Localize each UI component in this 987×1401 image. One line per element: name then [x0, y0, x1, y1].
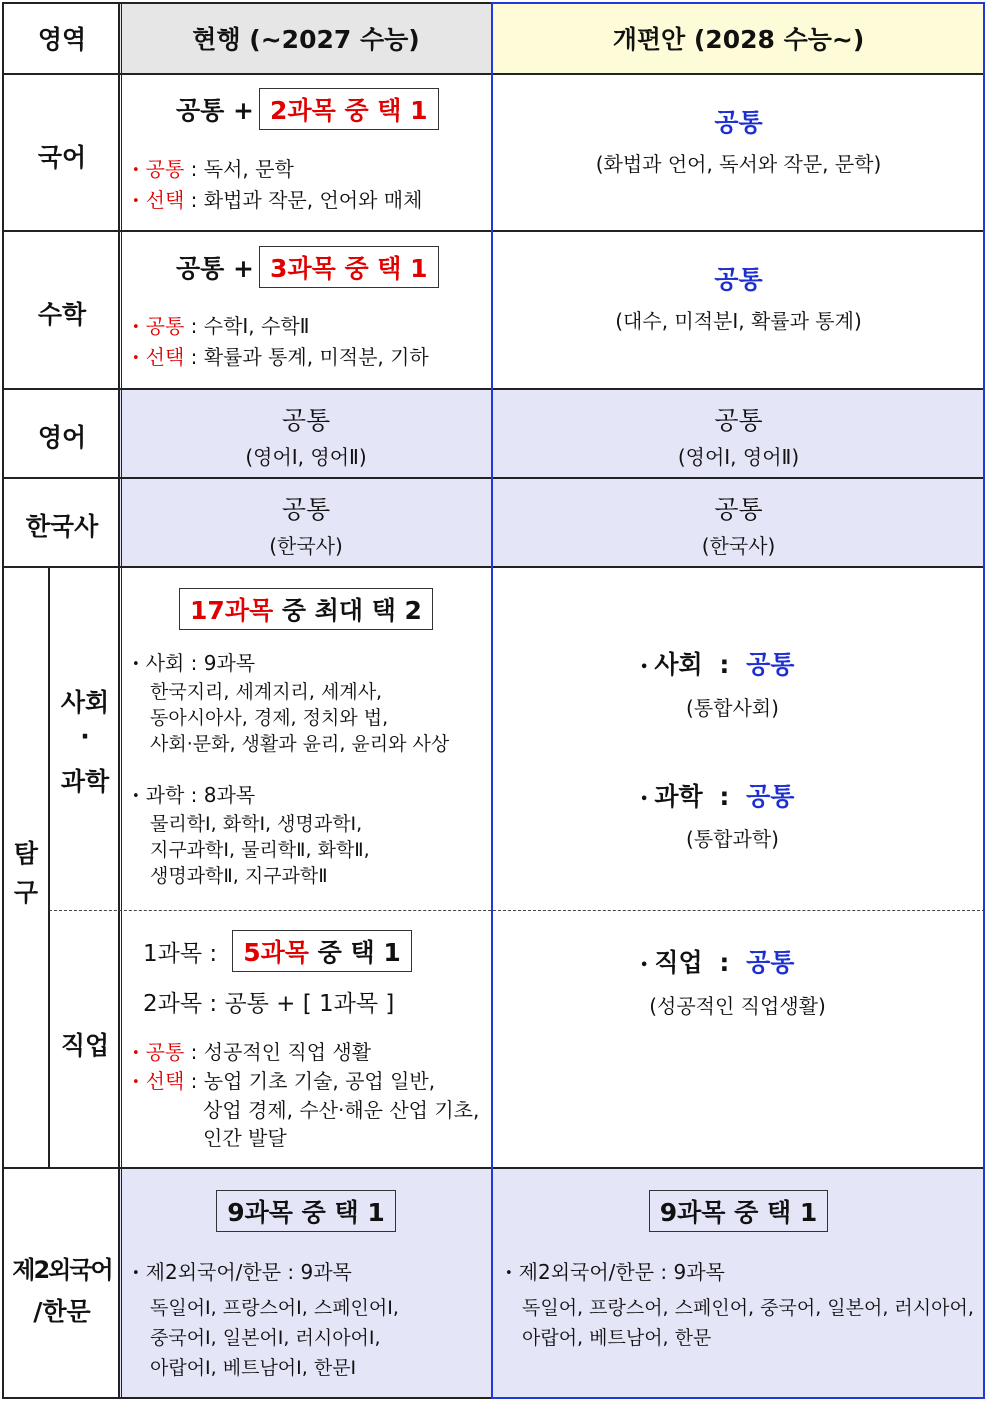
english-reform-title: 공통 [714, 406, 763, 435]
social-science-label-2: 과학 [60, 767, 110, 796]
social-head [132, 647, 255, 676]
reform-science-label: • 과학 [640, 782, 703, 811]
science-line-2: 지구과학Ⅰ, 물리학Ⅱ, 화학Ⅱ, [150, 839, 370, 861]
vocational-line1 [143, 930, 412, 972]
math-elective-line [132, 341, 429, 370]
english-current-sub: (영어Ⅰ, 영어Ⅱ) [245, 445, 367, 469]
math-current-summary [176, 246, 439, 288]
history-reform-sub: (한국사) [701, 534, 776, 558]
english-label: 영어 [37, 423, 87, 452]
vocational-common-text: : 성공적인 직업 생활 [190, 1040, 372, 1064]
vocational-line2: 2과목 : 공통 + [ 1과목 ] [143, 991, 395, 1017]
reform-social-label: • 사회 [640, 650, 703, 679]
second-language-current-line-1: 독일어Ⅰ, 프랑스어Ⅰ, 스페인어Ⅰ, [150, 1297, 399, 1319]
korean-elective-tag: • 선택 [132, 188, 184, 212]
science-head-text: • 과학 : 8과목 [132, 783, 255, 807]
math-elective-tag: • 선택 [132, 345, 184, 369]
second-language-reform-box-wrap [492, 1190, 985, 1232]
korean-common-tag: • 공통 [132, 157, 184, 181]
header-area: 영역 [37, 25, 87, 54]
vocational-elective-line [132, 1065, 435, 1094]
science-line-3: 생명과학Ⅱ, 지구과학Ⅱ [150, 865, 328, 887]
vocational-common-tag: • 공통 [132, 1040, 184, 1064]
history-current-title: 공통 [281, 495, 331, 524]
social-science-elective-box [179, 588, 433, 630]
vocational-elective-text: : 농업 기초 기술, 공업 일반, [190, 1069, 436, 1093]
korean-elective-box: 2과목 중 택 1 [259, 88, 439, 130]
border-left [2, 2, 4, 1399]
history-label: 한국사 [25, 512, 99, 541]
header-current: 현행 (~2027 수능) [192, 25, 420, 54]
vocational-line1-prefix: 1과목 : [143, 941, 218, 967]
english-reform-sub: (영어Ⅰ, 영어Ⅱ) [677, 445, 800, 469]
header-reform: 개편안 (2028 수능~) [612, 25, 865, 54]
social-line-2: 동아시아사, 경제, 정치와 법, [150, 707, 389, 729]
reform-vocational-label: • 직업 [640, 948, 703, 977]
reform-vocational-value: 공통 [746, 948, 795, 977]
english-current-title: 공통 [281, 406, 331, 435]
second-language-label-2: /한문 [33, 1297, 91, 1326]
second-language-current-line-2: 중국어Ⅰ, 일본어Ⅰ, 러시아어Ⅰ, [150, 1327, 381, 1349]
korean-common-line [132, 153, 294, 182]
social-line-1: 한국지리, 세계지리, 세계사, [150, 681, 383, 703]
second-language-reform-line-2: 아랍어, 베트남어, 한문 [522, 1327, 712, 1349]
second-language-current-line-3: 아랍어Ⅰ, 베트남어Ⅰ, 한문Ⅰ [150, 1357, 357, 1379]
math-elective-text: : 확률과 통계, 미적분, 기하 [190, 345, 429, 369]
social-science-label-1: 사회 [60, 688, 110, 717]
korean-reform-sub: (화법과 언어, 독서와 작문, 문학) [595, 152, 882, 176]
vocational-elective-line-3: 인간 발달 [203, 1126, 287, 1150]
korean-common-prefix: 공통 + [176, 96, 254, 125]
vocational-elective-tag: • 선택 [132, 1069, 184, 1093]
vocational-label: 직업 [60, 1031, 110, 1060]
math-common-tag: • 공통 [132, 314, 184, 338]
reform-social-sub: (통합사회) [686, 696, 779, 720]
math-common-text: : 수학Ⅰ, 수학Ⅱ [190, 314, 310, 338]
reform-science-line: • 과학 : 공통 [640, 777, 794, 813]
second-language-reform-line-1: 독일어, 프랑스어, 스페인어, 중국어, 일본어, 러시아어, [522, 1297, 974, 1319]
social-science-box-rest: 중 최대 택 2 [281, 596, 422, 625]
korean-current-summary [176, 88, 439, 130]
math-reform-sub: (대수, 미적분Ⅰ, 확률과 통계) [615, 309, 862, 333]
korean-label: 국어 [37, 143, 87, 172]
reform-social-line: • 사회 : 공통 [640, 645, 794, 681]
science-line-1: 물리학Ⅰ, 화학Ⅰ, 생명과학Ⅰ, [150, 813, 363, 835]
korean-elective-line [132, 184, 422, 213]
vocational-elective-line-2: 상업 경제, 수산·해운 산업 기초, [203, 1098, 480, 1122]
math-label: 수학 [37, 300, 87, 329]
vocational-box-rest: 중 택 1 [317, 938, 401, 967]
vocational-line1-box [232, 930, 412, 972]
inquiry-label-1: 탐 [13, 839, 39, 868]
social-science-box-wrap [120, 588, 492, 630]
inquiry-label-2: 구 [13, 878, 39, 907]
second-language-current-head-text: • 제2외국어/한문 : 9과목 [132, 1260, 352, 1284]
second-language-reform-head-text: • 제2외국어/한문 : 9과목 [505, 1260, 725, 1284]
history-current-sub: (한국사) [269, 534, 343, 558]
second-language-current-box-wrap [120, 1190, 492, 1232]
second-language-current-head [132, 1256, 352, 1285]
second-language-label-1: 제2외국어 [12, 1256, 112, 1284]
science-head [132, 779, 255, 808]
vocational-common-line [132, 1036, 371, 1065]
reform-science-value: 공통 [746, 782, 795, 811]
reform-vocational-sub: (성공적인 직업생활) [649, 994, 826, 1018]
vocational-box-red: 5과목 [243, 938, 309, 967]
second-language-reform-box: 9과목 중 택 1 [649, 1190, 829, 1232]
math-common-prefix: 공통 + [176, 254, 254, 283]
second-language-current-box: 9과목 중 택 1 [216, 1190, 396, 1232]
korean-common-text: : 독서, 문학 [190, 157, 294, 181]
korean-elective-text: : 화법과 작문, 언어와 매체 [190, 188, 423, 212]
history-reform-title: 공통 [714, 495, 763, 524]
reform-social-value: 공통 [746, 650, 795, 679]
social-head-text: • 사회 : 9과목 [132, 651, 255, 675]
social-science-box-red: 17과목 [190, 596, 274, 625]
reform-vocational-line: • 직업 : 공통 [640, 943, 794, 979]
inquiry-sub-divider [48, 567, 50, 1168]
social-line-3: 사회·문화, 생활과 윤리, 윤리와 사상 [150, 733, 450, 755]
social-science-label-dot: · [80, 722, 90, 751]
math-common-line [132, 310, 310, 339]
math-elective-box: 3과목 중 택 1 [259, 246, 439, 288]
reform-science-sub: (통합과학) [686, 827, 779, 851]
second-language-reform-head [505, 1256, 725, 1285]
math-reform-title: 공통 [714, 265, 763, 294]
korean-reform-title: 공통 [714, 108, 763, 137]
